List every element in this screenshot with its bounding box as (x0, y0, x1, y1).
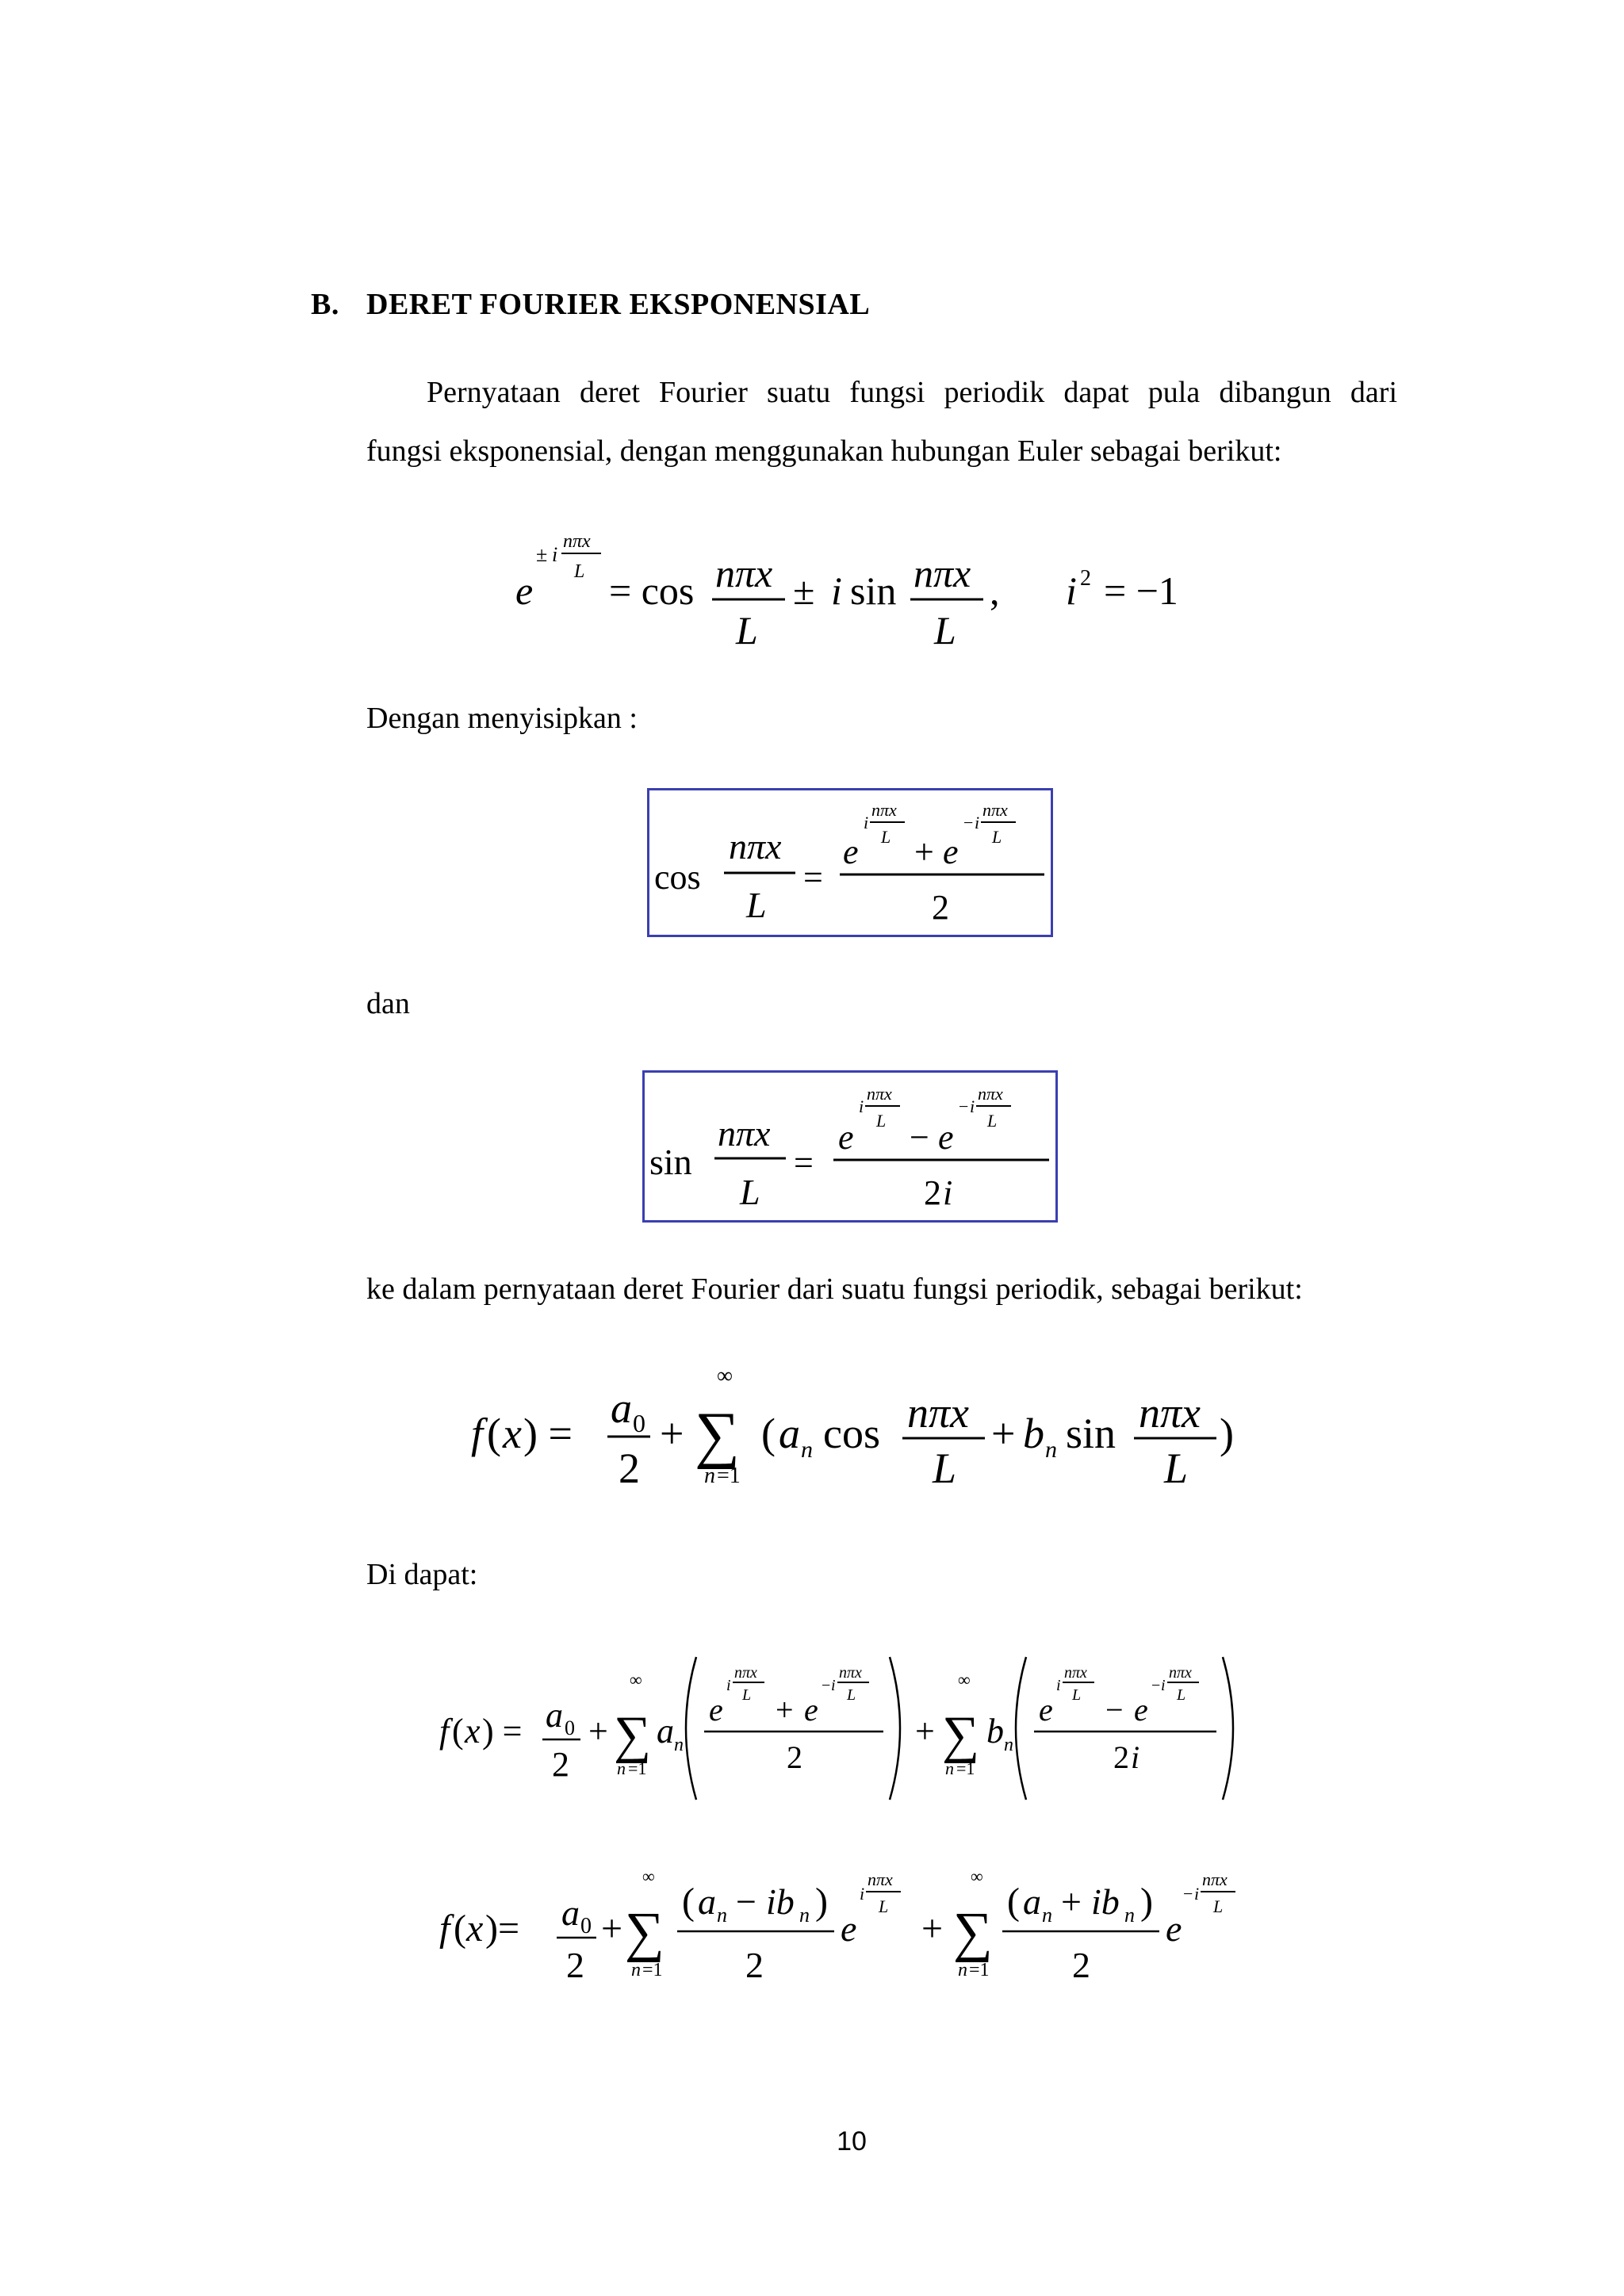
svg-text:=1: =1 (956, 1758, 975, 1778)
svg-text:=1: =1 (628, 1758, 647, 1778)
svg-text:n: n (1042, 1904, 1052, 1927)
svg-text:x: x (466, 1908, 484, 1950)
svg-text:n: n (674, 1735, 684, 1755)
svg-text:nπx: nπx (867, 1084, 892, 1104)
and-text: dan (366, 987, 410, 1020)
svg-text:−: − (822, 1677, 831, 1694)
svg-text:2: 2 (745, 1945, 764, 1985)
svg-text:nπx: nπx (978, 1084, 1003, 1104)
svg-text:i: i (831, 1677, 836, 1694)
svg-text:2: 2 (1113, 1739, 1129, 1775)
svg-text:L: L (847, 1686, 856, 1704)
svg-text:±: ± (793, 568, 815, 613)
svg-text:n: n (958, 1960, 967, 1980)
svg-text:i: i (864, 813, 869, 832)
svg-text:a: a (611, 1384, 632, 1432)
svg-text:nπx: nπx (1202, 1869, 1228, 1889)
svg-text:∞: ∞ (958, 1670, 971, 1689)
svg-text:0: 0 (565, 1716, 575, 1739)
svg-text:+: + (601, 1908, 623, 1950)
svg-text:f: f (471, 1410, 484, 1457)
svg-text:): ) (1140, 1881, 1153, 1923)
svg-text:(: ( (761, 1410, 776, 1457)
svg-text:x: x (503, 1410, 522, 1457)
svg-text:=: = (803, 858, 823, 897)
svg-text:ib: ib (1091, 1881, 1120, 1922)
svg-text:i: i (970, 1096, 975, 1116)
svg-text:−: − (963, 813, 974, 832)
svg-text:L: L (934, 608, 956, 650)
svg-text:i: i (1056, 1677, 1061, 1694)
svg-text:nπx: nπx (839, 1664, 862, 1682)
svg-text:nπx: nπx (868, 1869, 893, 1889)
svg-text:(: ( (452, 1712, 464, 1751)
svg-text:−: − (736, 1881, 756, 1922)
svg-text:∞: ∞ (717, 1364, 733, 1388)
svg-text:nπx: nπx (871, 800, 897, 820)
svg-text:+: + (1061, 1881, 1082, 1922)
obtained-text: Di dapat: (366, 1558, 478, 1591)
svg-text:a: a (561, 1892, 580, 1933)
svg-text:) =: ) = (482, 1712, 523, 1751)
svg-text:cos: cos (654, 858, 701, 897)
svg-text:e: e (1039, 1692, 1053, 1728)
svg-text:a: a (1023, 1881, 1041, 1922)
svg-text:n: n (801, 1437, 813, 1463)
svg-text:i: i (552, 543, 558, 566)
svg-text:−: − (1151, 1677, 1161, 1694)
svg-text:nπx: nπx (914, 551, 971, 595)
svg-text:0: 0 (580, 1914, 592, 1938)
svg-text:=: = (794, 1143, 814, 1182)
svg-text:−: − (1183, 1884, 1193, 1904)
svg-text:L: L (876, 1111, 887, 1131)
sin-definition-box (642, 1070, 1058, 1223)
expanded-series-equation (435, 1649, 1243, 1808)
svg-text:−: − (910, 1118, 929, 1157)
into-text: ke dalam pernyataan deret Fourier dari suatu fungsi periodik, sebagai berikut: (366, 1272, 1303, 1306)
paragraph-line-1: Pernyataan deret Fourier suatu fungsi periodik dapat pula dibangun dari (427, 376, 1397, 409)
svg-text:+: + (914, 832, 934, 871)
svg-text:∑: ∑ (695, 1400, 741, 1470)
svg-text:e: e (843, 832, 859, 871)
svg-text:L: L (987, 1111, 998, 1131)
svg-text:n: n (945, 1758, 954, 1778)
svg-text:) =: ) = (523, 1410, 573, 1457)
svg-text:2: 2 (566, 1945, 584, 1985)
svg-text:i: i (1066, 568, 1077, 613)
svg-text:e: e (1166, 1908, 1182, 1949)
svg-text:f: f (439, 1908, 450, 1950)
svg-text:b: b (986, 1712, 1004, 1751)
svg-text:nπx: nπx (907, 1389, 970, 1437)
svg-text:e: e (515, 568, 534, 613)
svg-text:i: i (831, 568, 842, 613)
svg-text:−: − (1105, 1692, 1124, 1728)
svg-text:sin: sin (1066, 1410, 1116, 1457)
svg-text:a: a (698, 1881, 716, 1922)
svg-text:)=: )= (485, 1908, 520, 1950)
svg-text:i: i (860, 1884, 865, 1904)
svg-text:e: e (943, 832, 959, 871)
section-title: DERET FOURIER EKSPONENSIAL (366, 288, 871, 321)
svg-text:L: L (740, 1172, 760, 1212)
paragraph-line-2: fungsi eksponensial, dengan menggunakan hubungan Euler sebagai berikut: (366, 434, 1282, 468)
euler-equation (508, 523, 1221, 650)
svg-text:L: L (574, 561, 585, 582)
svg-text:i: i (943, 1173, 953, 1212)
svg-text:±: ± (536, 543, 548, 566)
svg-text:e: e (709, 1692, 723, 1728)
cos-definition-box (647, 788, 1053, 937)
svg-text:+: + (588, 1712, 608, 1751)
svg-text:i: i (1161, 1677, 1166, 1694)
svg-text:+: + (776, 1692, 794, 1728)
svg-text:e: e (938, 1118, 954, 1157)
svg-text:nπx: nπx (718, 1113, 771, 1154)
svg-text:= −1: = −1 (1104, 568, 1178, 613)
svg-text:e: e (804, 1692, 818, 1728)
svg-text:b: b (1023, 1410, 1044, 1457)
page-number: 10 (837, 2126, 867, 2156)
cos-definition-equation (649, 790, 1051, 935)
svg-text:sin: sin (649, 1142, 692, 1182)
svg-text:n: n (799, 1904, 810, 1927)
svg-text:2: 2 (924, 1173, 941, 1212)
svg-text:nπx: nπx (729, 826, 782, 867)
svg-text:n: n (1124, 1904, 1135, 1927)
svg-text:L: L (881, 827, 891, 847)
svg-text:∞: ∞ (642, 1866, 655, 1886)
svg-text:ib: ib (766, 1881, 795, 1922)
svg-text:f: f (439, 1712, 450, 1751)
insert-text: Dengan menyisipkan : (366, 702, 638, 735)
svg-text:L: L (746, 885, 767, 925)
svg-text:L: L (1177, 1686, 1186, 1704)
svg-text:L: L (1213, 1896, 1224, 1916)
svg-text:=1: =1 (969, 1960, 990, 1980)
svg-text:∑: ∑ (953, 1902, 993, 1963)
svg-text:a: a (779, 1410, 800, 1457)
section-number: B. (311, 288, 339, 321)
svg-text:=1: =1 (642, 1960, 663, 1980)
svg-text:i: i (726, 1677, 731, 1694)
svg-text:n: n (631, 1960, 641, 1980)
svg-text:+: + (915, 1712, 935, 1751)
svg-text:i: i (975, 813, 980, 832)
svg-text:n: n (717, 1904, 727, 1927)
svg-text:n: n (617, 1758, 626, 1778)
svg-text:nπx: nπx (734, 1664, 757, 1682)
sin-definition-equation (645, 1073, 1055, 1220)
svg-text:∞: ∞ (971, 1866, 983, 1886)
svg-text:): ) (1220, 1410, 1234, 1457)
svg-text:2: 2 (932, 888, 949, 927)
svg-text:i: i (1131, 1739, 1140, 1775)
svg-text:∑: ∑ (942, 1706, 980, 1764)
svg-text:a: a (546, 1696, 563, 1735)
svg-text:nπx: nπx (1139, 1389, 1201, 1437)
svg-text:=1: =1 (717, 1464, 741, 1488)
svg-text:): ) (815, 1881, 828, 1923)
svg-text:i: i (859, 1096, 864, 1116)
svg-text:nπx: nπx (715, 551, 773, 595)
svg-text:L: L (1072, 1686, 1082, 1704)
fourier-series-equation (465, 1364, 1258, 1498)
svg-text:L: L (1164, 1445, 1189, 1492)
svg-text:nπx: nπx (982, 800, 1008, 820)
svg-text:cos: cos (823, 1410, 880, 1457)
svg-text:(: ( (487, 1410, 501, 1457)
svg-text:2: 2 (1080, 566, 1091, 591)
svg-text:L: L (933, 1445, 957, 1492)
svg-text:n: n (704, 1464, 715, 1488)
exponential-series-equation (435, 1852, 1243, 1995)
svg-text:L: L (992, 827, 1002, 847)
svg-text:L: L (879, 1896, 889, 1916)
svg-text:nπx: nπx (1064, 1664, 1087, 1682)
svg-text:e: e (1134, 1692, 1148, 1728)
svg-text:∞: ∞ (630, 1670, 642, 1689)
svg-text:sin: sin (850, 568, 897, 613)
svg-text:n: n (1004, 1735, 1013, 1755)
svg-text:(: ( (454, 1908, 466, 1950)
svg-text:,: , (990, 568, 1000, 613)
svg-text:= cos: = cos (609, 568, 695, 613)
svg-text:2: 2 (619, 1445, 640, 1492)
svg-text:e: e (838, 1118, 854, 1157)
svg-text:x: x (465, 1712, 481, 1751)
svg-text:(: ( (1007, 1881, 1020, 1923)
svg-text:2: 2 (787, 1739, 802, 1775)
svg-text:a: a (657, 1712, 674, 1751)
svg-text:2: 2 (1072, 1945, 1090, 1985)
svg-text:n: n (1045, 1437, 1057, 1463)
svg-text:2: 2 (552, 1745, 569, 1784)
svg-text:−: − (959, 1096, 969, 1116)
svg-text:+: + (660, 1410, 684, 1457)
svg-text:L: L (742, 1686, 752, 1704)
svg-text:L: L (736, 608, 758, 650)
svg-text:i: i (1194, 1884, 1200, 1904)
svg-text:nπx: nπx (1169, 1664, 1192, 1682)
svg-text:nπx: nπx (563, 531, 591, 552)
section-heading (311, 287, 870, 322)
svg-text:+: + (991, 1410, 1016, 1457)
svg-text:+: + (921, 1908, 944, 1950)
svg-text:e: e (841, 1908, 857, 1949)
svg-text:(: ( (682, 1881, 695, 1923)
svg-text:∑: ∑ (625, 1902, 665, 1963)
svg-text:0: 0 (633, 1409, 645, 1437)
svg-text:∑: ∑ (614, 1706, 652, 1764)
